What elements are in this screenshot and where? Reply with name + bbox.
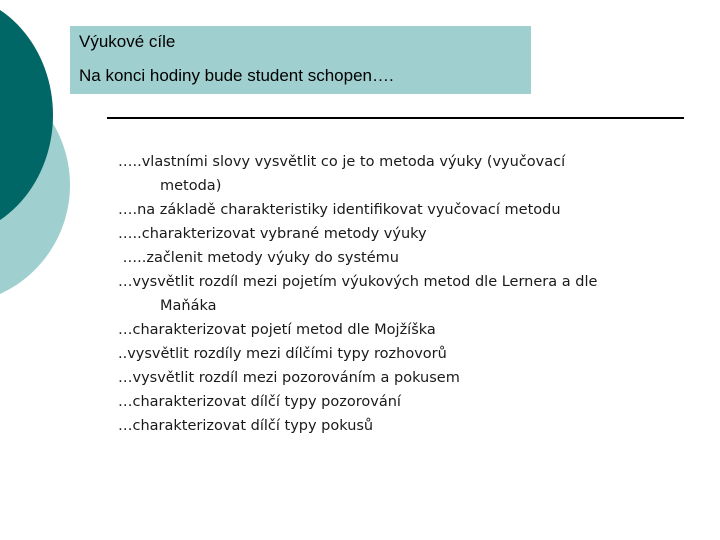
list-item [118,198,698,222]
list-item [118,342,698,366]
list-item-text: …..vlastními slovy vysvětlit co je to metoda výuky (vyučovací [118,154,566,170]
list-item [118,246,698,270]
list-item-text: …vysvětlit rozdíl mezi pojetím výukových metod dle Lernera a dle [118,274,598,290]
list-item-text: …..začlenit metody výuky do systému [118,250,399,266]
list-item [118,270,698,318]
list-item-text: ….na základě charakteristiky identifikovat vyučovací metodu [118,202,561,218]
slide-subtitle: Na konci hodiny bude student schopen…. [79,66,394,85]
slide-title: Výukové cíle [79,32,176,51]
decorative-circles [0,0,80,300]
objectives-list [118,150,698,438]
list-item-continuation: metoda) [160,178,222,194]
list-item [118,222,698,246]
list-item-text: …charakterizovat dílčí typy pozorování [118,394,401,410]
list-item [118,318,698,342]
list-item [118,150,698,198]
list-item-text: …vysvětlit rozdíl mezi pozorováním a pokusem [118,370,460,386]
list-item [118,366,698,390]
list-item-text: …charakterizovat pojetí metod dle Mojžíška [118,322,436,338]
list-item-text: …charakterizovat dílčí typy pokusů [118,418,374,434]
list-item-text: ..vysvětlit rozdíly mezi dílčími typy rozhovorů [118,346,447,362]
list-item [118,390,698,414]
list-item [118,414,698,438]
list-item-text: …..charakterizovat vybrané metody výuky [118,226,427,242]
divider-line [107,117,684,119]
list-item-continuation: Maňáka [160,298,217,314]
title-box [70,26,531,94]
